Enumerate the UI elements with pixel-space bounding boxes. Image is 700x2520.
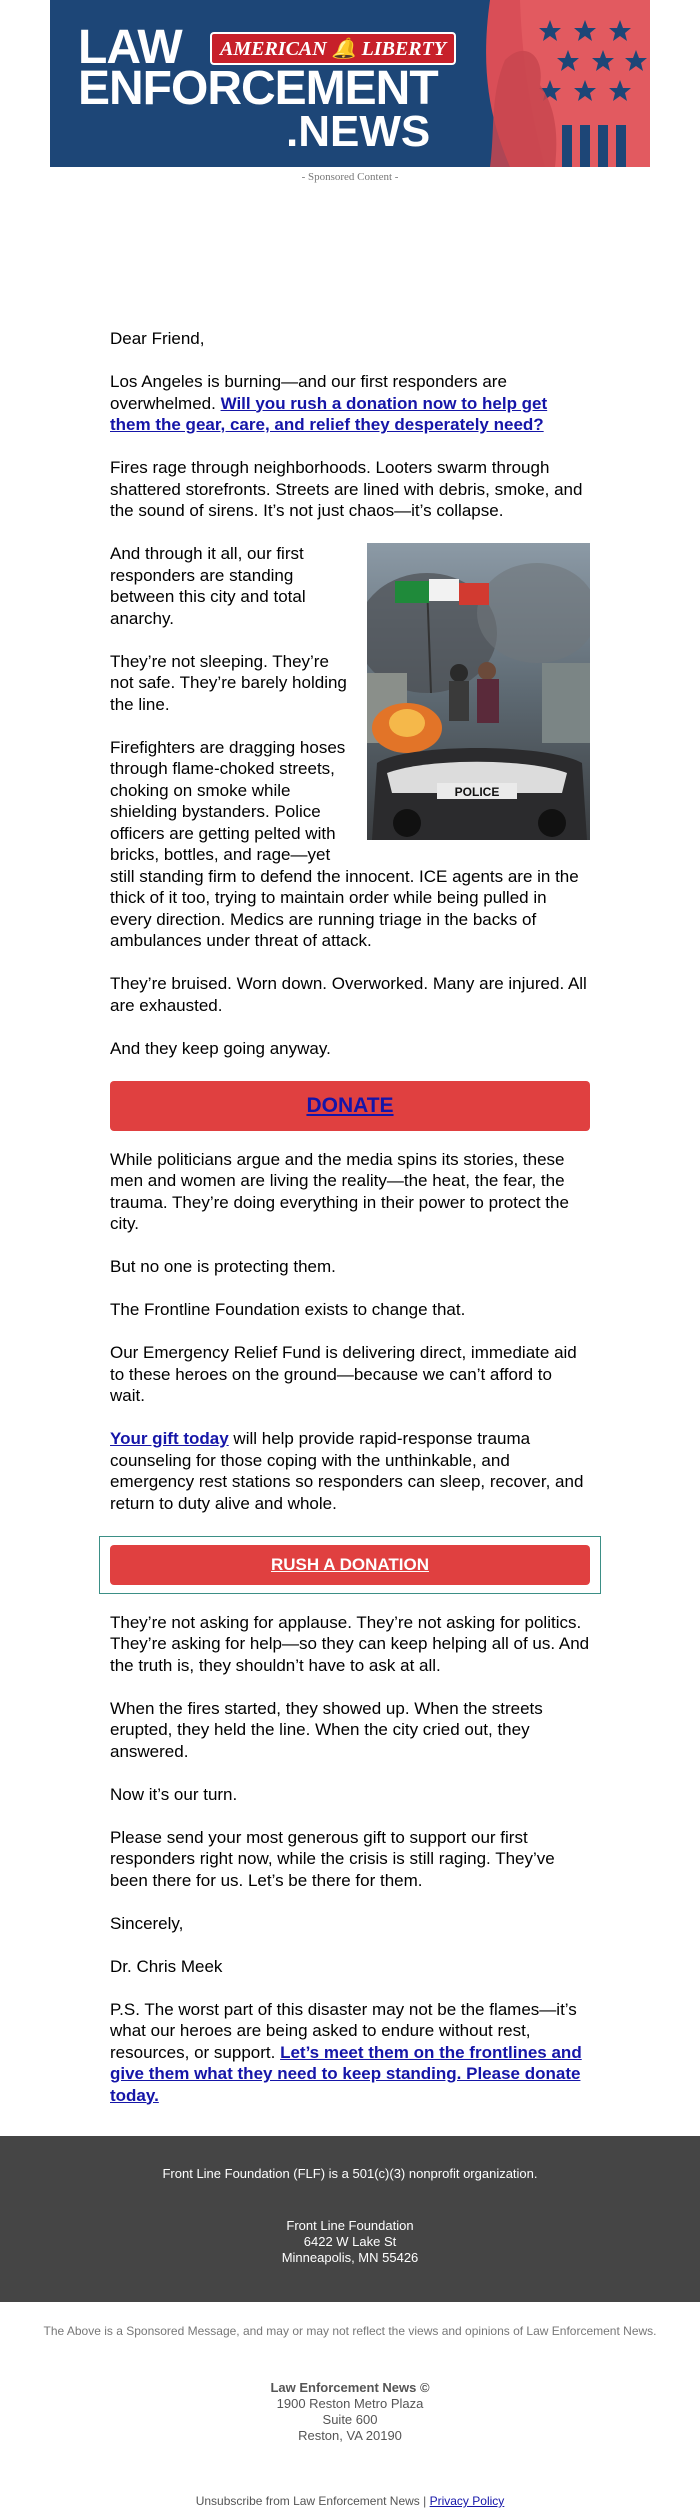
brand-line-news: .NEWS — [286, 107, 431, 156]
postscript-text: P.S. The worst part of this disaster may not be the flames—it’s what our heroes are being asked to endure without rest, resources, or support. — [110, 1999, 577, 2062]
svg-text:POLICE: POLICE — [454, 785, 500, 799]
publisher-address — [0, 2380, 700, 2444]
donate-now-link[interactable]: Will you rush a donation now to help get them the gear, care, and relief they desperately need? — [110, 393, 548, 434]
bell-icon: 🔔 — [331, 38, 357, 60]
closing: Sincerely, — [110, 1913, 184, 1933]
badge-left-text: AMERICAN — [220, 38, 327, 60]
your-gift-today-link[interactable]: Your gift today — [110, 1429, 229, 1448]
riot-photo — [367, 543, 590, 840]
publisher-street: 1900 Reston Metro Plaza — [276, 2396, 424, 2411]
postscript — [110, 1999, 590, 2107]
publisher-name: Law Enforcement News © — [270, 2380, 430, 2395]
paragraph-10: The Frontline Foundation exists to change that. — [110, 1300, 466, 1319]
greeting: Dear Friend, — [110, 329, 205, 348]
paragraph-7: And they keep going anyway. — [110, 1038, 331, 1058]
paragraph-12 — [110, 1428, 590, 1514]
letter-body — [110, 328, 590, 2106]
brand-line-law: LAW — [78, 21, 182, 74]
paragraph-13: They’re not asking for applause. They’re not asking for politics. They’re asking for help—so they can keep helping all of us. And the truth is, they shouldn’t have to ask at all. — [110, 1612, 590, 1675]
publisher-city: Reston, VA 20190 — [298, 2428, 402, 2443]
unsubscribe-line — [0, 2494, 700, 2518]
sponsored-disclaimer: The Above is a Sponsored Message, and may or may not reflect the views and opinions of Law Enforcement News. — [43, 2324, 657, 2338]
paragraph-16: Please send your most generous gift to support our first responders right now, while the crisis is still raging. They’ve been there for us. Let’s be there for them. — [110, 1827, 555, 1890]
paragraph-15: Now it’s our turn. — [110, 1784, 238, 1804]
sponsored-label: - Sponsored Content - — [301, 171, 399, 183]
rush-donation-box — [99, 1536, 601, 1594]
publisher-suite: Suite 600 — [322, 2412, 378, 2427]
brand-wordmark — [78, 21, 438, 156]
signature: Dr. Chris Meek — [110, 1956, 223, 1976]
postscript-donate-link[interactable]: Let’s meet them on the frontlines and give them what they need to keep standing. Please donate today. — [110, 2042, 582, 2105]
paragraph-5: Firefighters are dragging hoses through flame-choked streets, choking on smoke while shielding bystanders. Police officers are getting pelted with bricks, bottles, and rage—yet still standing firm to defend the innocent. ICE agents are in the thick of it too, trying to maintain order while being pulled in every direction. Medics are running triage in the backs of ambulances under threat of attack. — [110, 737, 579, 950]
paragraph-14: When the fires started, they showed up. When the streets erupted, they held the line. When the city cried out, they answered. — [110, 1698, 543, 1761]
paragraph-8: While politicians argue and the media spins its stories, these men and women are living the reality—the heat, the fear, the trauma. They’re doing everything in their power to protect the city. — [110, 1149, 569, 1233]
foundation-street: 6422 W Lake St — [303, 2234, 397, 2249]
paragraph-9: But no one is protecting them. — [110, 1257, 336, 1276]
paragraph-3: And through it all, our first responders are standing between this city and total anarchy. — [110, 544, 306, 628]
foundation-footer — [0, 2136, 700, 2302]
foundation-name: Front Line Foundation — [286, 2218, 414, 2233]
rush-donation-button[interactable]: RUSH A DONATION — [110, 1545, 590, 1585]
header-banner[interactable] — [50, 0, 650, 167]
paragraph-6: They’re bruised. Worn down. Overworked. Many are injured. All are exhausted. — [110, 974, 587, 1015]
paragraph-11: Our Emergency Relief Fund is delivering direct, immediate aid to these heroes on the ground—because we can’t afford to wait. — [110, 1343, 577, 1405]
paragraph-1 — [110, 371, 590, 436]
donate-button[interactable]: DONATE — [110, 1081, 590, 1131]
stars-flag-graphic — [450, 0, 650, 167]
brand-line-enforcement: ENFORCEMENT — [78, 62, 438, 115]
paragraph-12-text: will help provide rapid-response trauma counseling for those coping with the unthinkable, and emergency rest stations so responders can sleep, recover, and return to duty alive and whole. — [110, 1429, 584, 1513]
paragraph-4: They’re not sleeping. They’re not safe. They’re barely holding the line. — [110, 651, 347, 714]
paragraph-2: Fires rage through neighborhoods. Looters swarm through shattered storefronts. Streets are lined with debris, smoke, and the sound of sirens. It’s not just chaos—it’s collapse. — [110, 458, 583, 520]
foundation-city: Minneapolis, MN 55426 — [281, 2250, 419, 2265]
privacy-policy-link[interactable]: Privacy Policy — [429, 2494, 505, 2508]
badge-right-text: LIBERTY — [361, 38, 447, 60]
unsubscribe-text[interactable]: Unsubscribe from Law Enforcement News | — [195, 2494, 430, 2508]
nonprofit-note: Front Line Foundation (FLF) is a 501(c)(3) nonprofit organization. — [162, 2166, 538, 2181]
paragraph-1-text: Los Angeles is burning—and our first responders are overwhelmed. — [110, 372, 507, 413]
